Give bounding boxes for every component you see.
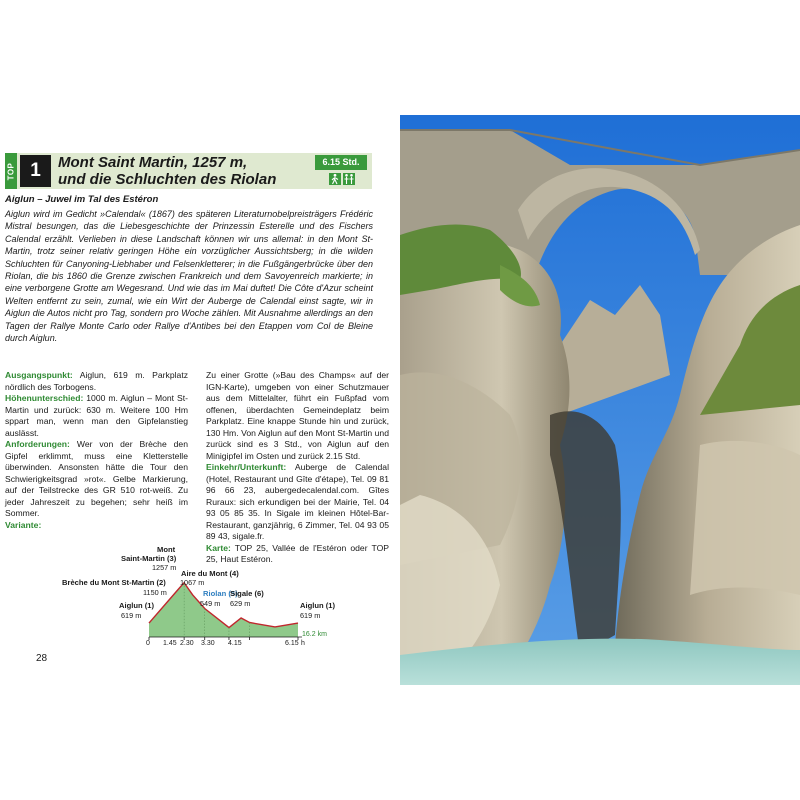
label-sigale: Sigale (6) [230,589,264,598]
tick-label: 4.15 [228,640,242,647]
start-text: Aiglun, 619 m. Parkplatz nördlich des Torbogens. [5,370,188,392]
label-riolan-alt: 549 m [200,599,221,608]
variant-text: Zu einer Grotte (»Bau des Champs« auf der IGN-Karte), umgeben von einer Schutzmauer aus dem Mittelalter, führt ein Fußpfad vom offenen, überdachten Gemeindeplatz beim Parkplatz. Eine knappe Stunde hin und zurück, 130 Hm. Von Aiglun auf den Mont St-Martin und zurück sind es 3 Std., von Aiglun auf den Minigipfel im Osten und zurück 2.15 Std. [206,370,389,461]
label-mont-line2: Saint-Martin (3) [121,554,177,563]
top-tab: TOP [5,153,17,189]
gorge-bridge-illustration [400,115,800,685]
page-number: 28 [36,653,48,664]
subtitle: Aiglun – Juwel im Tal des Estéron [5,194,159,205]
label-aiglun-end-alt: 619 m [300,611,321,620]
tick-label: 2.30 [180,640,194,647]
variant-label: Variante: [5,519,42,530]
tour-title-line2: und die Schluchten des Riolan [58,171,277,188]
label-mont-alt: 1257 m [152,563,177,572]
label-distance: 16.2 km [302,631,327,638]
label-riolan: Riolan (5) [203,589,238,598]
intro-text: Aiglun wird im Gedicht »Calendal« (1867) des späteren Literaturnobelpreisträgers Frédéric Mistral besungen, das die Liebesgeschichte der Prinzessin Esterelle und des Fischers Calendal erzählt. Verlieben in diese Landschaft können wir uns allemal: in den Mont St-Martin, trotz seiner relativ geringen Höhe ein vorzüglicher Aussichtsberg; in die wilden Schluchten für Canyoning-Liebhaber und Felsenkletterer; in die Fußgängerbrücke über den Riolan, die bis 1860 die Grenze zwischen Frankreich und dem Savoyenreich markierte; in eine verborgene Grotte am Wegesrand. Und wie das im Mai duftet! Die Côte d'Azur scheint Welten entfernt zu sein, zumal, wie ein Wirt der Auberge de Calendal einst sagte, wir in Aiglun die Autos nicht pro Tag, sondern pro Woche zählen. Mit Ausnahme allerdings an den Tagen der Rallye Monte Carlo oder Rallye d'Antibes bei den Etappen vom Col de Bleine durch Aiglun. [5,209,373,344]
height-text: 1000 m. Aiglun – Mont St-Martin und zurück: 630 m. Weitere 100 Hm sppart man, wenn man den Gipfelanstieg auslässt. [5,393,188,438]
label-aiglun-start: Aiglun (1) [119,601,155,610]
map-text: TOP 25, Vallée de l'Estéron oder TOP 25, Haut Estéron. [206,542,389,564]
requirements-text: Wer von der Brèche den Gipfel erklimmt, muss eine Kletterstelle überwinden. Ansonsten hätte die Tour den Schwierigkeitsgrad »rot«. Gelbe Markierung, auf der Teilstrecke des GR 510 rot-weiß. Zu jeder Jahreszeit zu begehen; sehr heiß im Sommer. [5,439,188,518]
label-aiglun-start-alt: 619 m [121,611,142,620]
start-label: Ausgangspunkt: [5,370,73,380]
tour-number: 1 [20,155,51,187]
label-aire-alt: 1067 m [180,578,205,587]
height-label: Höhenunterschied: [5,393,84,403]
requirements-label: Anforderungen: [5,439,70,449]
tick-label: 3.30 [201,640,215,647]
tick-unit: h [301,640,305,647]
label-sigale-alt: 629 m [230,599,251,608]
tick-label: 6.15 [285,640,299,647]
inn-label: Einkehr/Unterkunft: [206,462,287,472]
tour-title-line1: Mont Saint Martin, 1257 m, [58,154,248,171]
label-mont-line1: Mont [157,545,176,554]
map-label: Karte: [206,542,231,553]
label-aiglun-end: Aiglun (1) [300,601,336,610]
inn-text: Auberge de Calendal (Hotel, Restaurant und Gîte d'étape), Tel. 09 81 96 66 23, aubergedecalendal.com. Gîtes Ruraux: sich erkundigen bei der Mairie, Tel. 04 93 05 85 35. In Sigale im kleinen Hôtel-Bar-Restaurant, ganzjährig, 6 Zimmer, Tel. 04 93 05 89 43, sigale.fr. [206,462,389,541]
label-aire: Aire du Mont (4) [181,569,239,578]
gorge-bridge-photo [400,115,800,685]
label-breche-alt: 1150 m [143,588,167,597]
label-breche: Brèche du Mont St-Martin (2) [62,578,166,587]
tick-label: 0 [146,640,150,647]
tick-label: 1.45 [163,640,177,647]
duration-badge: 6.15 Std. [315,155,367,170]
